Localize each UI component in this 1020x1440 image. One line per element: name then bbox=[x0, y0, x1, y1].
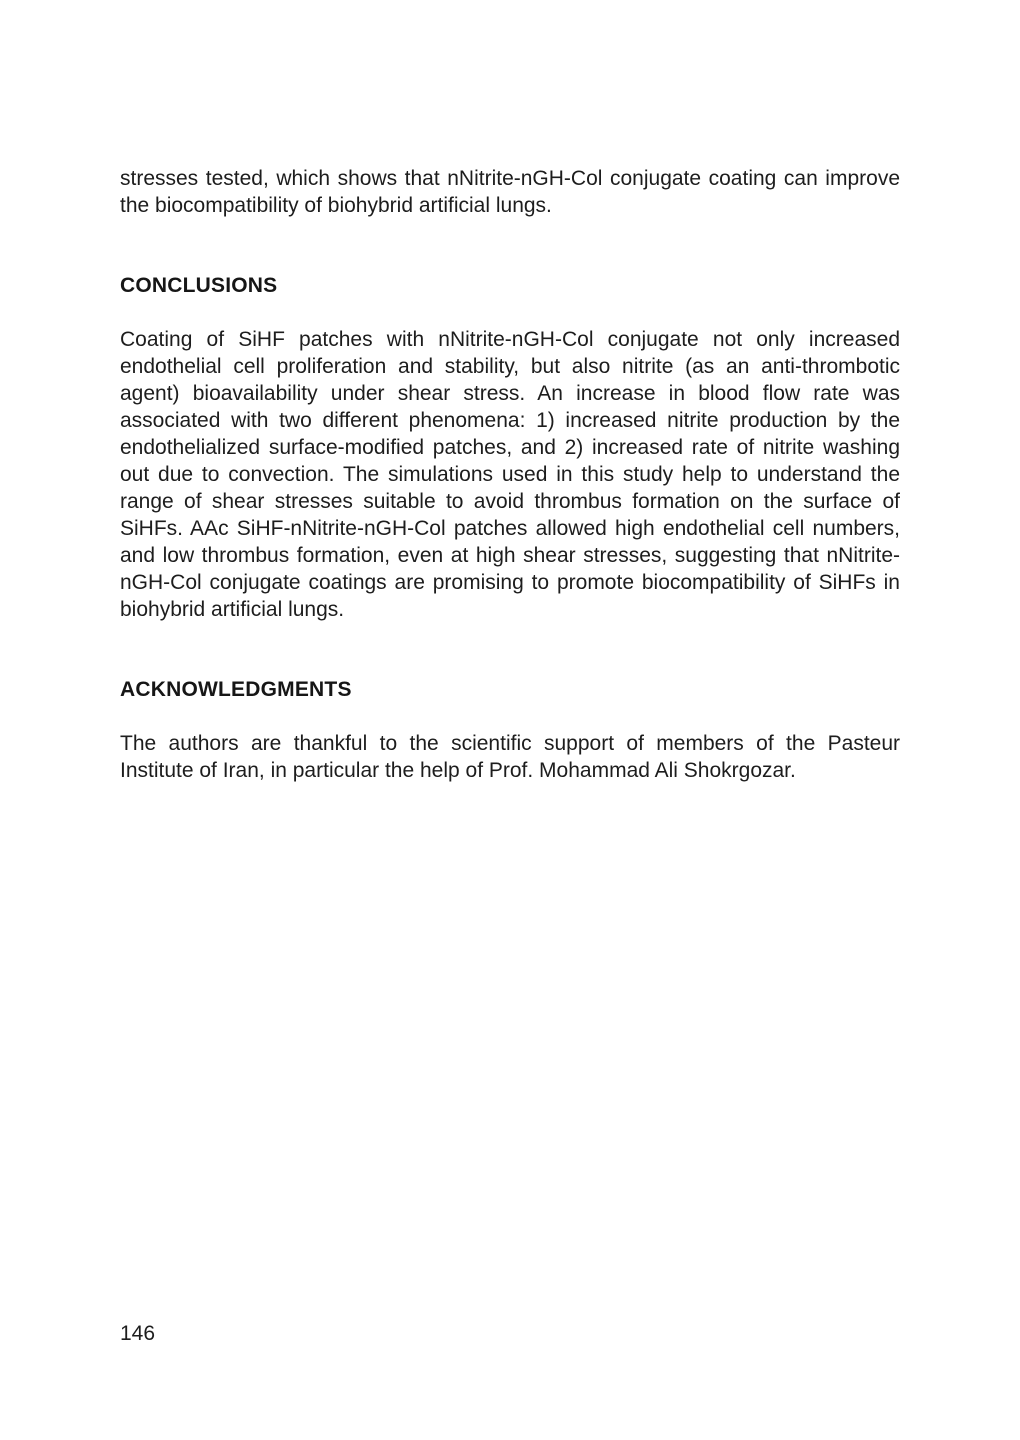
page-content bbox=[120, 165, 900, 784]
conclusions-heading: CONCLUSIONS bbox=[120, 274, 278, 297]
intro-paragraph: stresses tested, which shows that nNitrite-nGH-Col conjugate coating can improve the biocompatibility of biohybrid artificial lungs. bbox=[120, 167, 900, 217]
page-number: 146 bbox=[120, 1322, 156, 1345]
acknowledgments-heading: ACKNOWLEDGMENTS bbox=[120, 678, 352, 701]
acknowledgments-paragraph: The authors are thankful to the scientific support of members of the Pasteur Institute of Iran, in particular the help of Prof. Mohammad Ali Shokrgozar. bbox=[120, 732, 900, 782]
conclusions-paragraph: Coating of SiHF patches with nNitrite-nGH-Col conjugate not only increased endothelial cell proliferation and stability, but also nitrite (as an anti-thrombotic agent) bioavailability under shear stress. An increase in blood flow rate was associated with two different phenomena: 1) increased nitrite production by the endothelialized surface-modified patches, and 2) increased rate of nitrite washing out due to convection. The simulations used in this study help to understand the range of shear stresses suitable to avoid thrombus formation on the surface of SiHFs. AAc SiHF-nNitrite-nGH-Col patches allowed high endothelial cell numbers, and low thrombus formation, even at high shear stresses, suggesting that nNitrite-nGH-Col conjugate coatings are promising to promote biocompatibility of SiHFs in biohybrid artificial lungs. bbox=[120, 328, 900, 621]
